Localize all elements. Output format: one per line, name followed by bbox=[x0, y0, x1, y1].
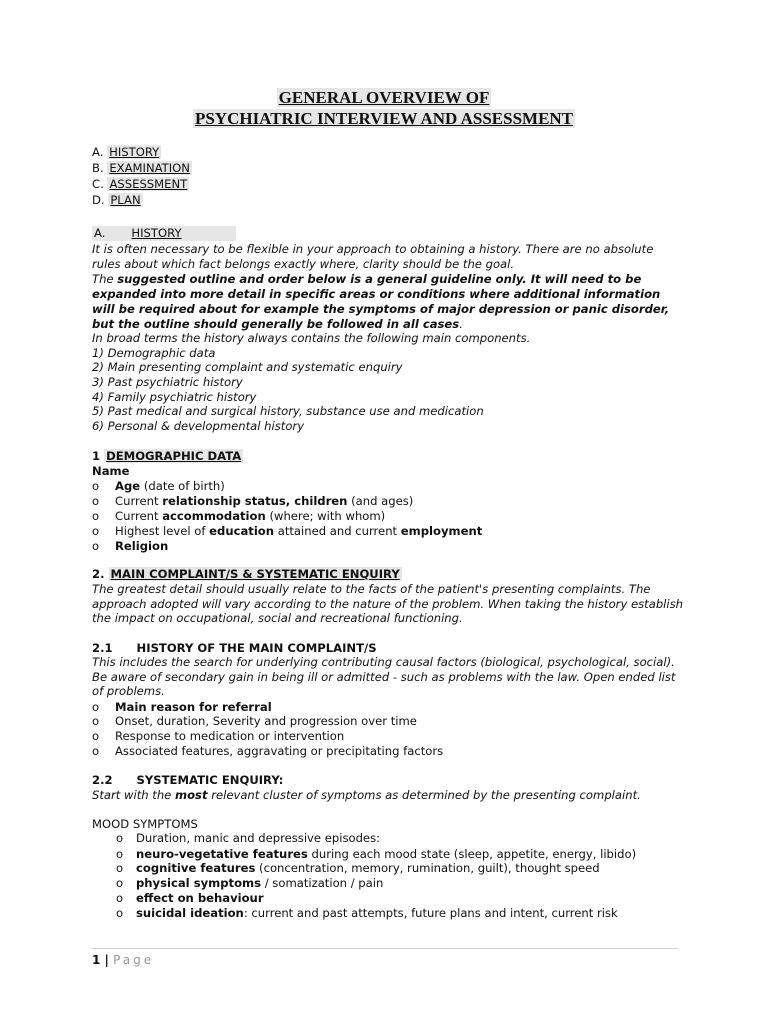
section-heading-history: A. HISTORY bbox=[92, 226, 236, 241]
demographic-item-education: Highest level of education attained and current employment bbox=[115, 524, 483, 538]
toc-item-history: A. HISTORY bbox=[92, 145, 160, 159]
document-title-line-1: GENERAL OVERVIEW OF bbox=[278, 88, 490, 107]
bullet-marker: o bbox=[92, 714, 100, 728]
mood-item-suicidal: suicidal ideation: current and past attempts, future plans and intent, current risk bbox=[136, 906, 618, 920]
footer-divider bbox=[92, 948, 678, 949]
demographic-item-religion: Religion bbox=[115, 539, 169, 553]
toc-item-examination: B. EXAMINATION bbox=[92, 161, 190, 175]
history-main-text-line-2: Be aware of secondary gain in being ill or admitted - such as problems with the law. Open ended list bbox=[92, 670, 676, 684]
history-guideline-line-4: but the outline should generally be followed in all cases. bbox=[92, 317, 463, 331]
history-component-5: 5) Past medical and surgical history, substance use and medication bbox=[92, 404, 484, 418]
bullet-marker: o bbox=[92, 744, 100, 758]
mood-item-neuro-vegetative: neuro-vegetative features during each mood state (sleep, appetite, energy, libido) bbox=[136, 847, 637, 861]
main-complaint-text-line-3: the impact on occupational, social and recreational functioning. bbox=[92, 611, 463, 625]
history-guideline-line-1: The suggested outline and order below is a general guideline only. It will need to be bbox=[92, 272, 642, 286]
history-main-item-onset: Onset, duration, Severity and progression over time bbox=[115, 714, 417, 728]
bullet-marker: o bbox=[92, 479, 100, 493]
history-main-text-line-1: This includes the search for underlying contributing causal factors (biological, psychological, social). bbox=[92, 655, 675, 669]
demographic-item-age: Age (date of birth) bbox=[115, 479, 225, 493]
document-title-line-2: PSYCHIATRIC INTERVIEW AND ASSESSMENT bbox=[194, 109, 574, 128]
bullet-marker: o bbox=[92, 524, 100, 538]
page-label: Page bbox=[113, 953, 155, 967]
main-complaint-text-line-2: approach adopted will vary according to the nature of the problem. When taking the history establish bbox=[92, 597, 684, 611]
bullet-marker: o bbox=[92, 509, 100, 523]
section-heading-demographic: 1 DEMOGRAPHIC DATA bbox=[92, 449, 242, 463]
bullet-marker: o bbox=[116, 876, 124, 890]
history-intro-line-1: It is often necessary to be flexible in your approach to obtaining a history. There are no absolute bbox=[92, 242, 654, 256]
history-component-3: 3) Past psychiatric history bbox=[92, 375, 243, 389]
bullet-marker: o bbox=[92, 539, 100, 553]
bullet-marker: o bbox=[116, 906, 124, 920]
demographic-item-accommodation: Current accommodation (where; with whom) bbox=[115, 509, 386, 523]
bullet-marker: o bbox=[116, 861, 124, 875]
mood-item-behaviour: effect on behaviour bbox=[136, 891, 264, 905]
page-footer: 1 | Page bbox=[92, 953, 155, 967]
history-components-intro: In broad terms the history always contains the following main components. bbox=[92, 331, 531, 345]
toc-item-plan: D. PLAN bbox=[92, 193, 141, 207]
mood-item-duration: Duration, manic and depressive episodes: bbox=[136, 831, 381, 845]
history-component-4: 4) Family psychiatric history bbox=[92, 390, 257, 404]
section-heading-history-main-complaint: 2.1 HISTORY OF THE MAIN COMPLAINT/S bbox=[92, 641, 377, 655]
section-heading-main-complaint: 2. MAIN COMPLAINT/S & SYSTEMATIC ENQUIRY bbox=[92, 567, 400, 581]
mood-item-cognitive: cognitive features (concentration, memory, rumination, guilt), thought speed bbox=[136, 861, 600, 875]
bullet-marker: o bbox=[116, 831, 124, 845]
history-main-item-referral: Main reason for referral bbox=[115, 700, 272, 714]
history-component-1: 1) Demographic data bbox=[92, 346, 216, 360]
history-guideline-line-3: will be required about for example the symptoms of major depression or panic disorder, bbox=[92, 302, 670, 316]
section-heading-systematic-enquiry: 2.2 SYSTEMATIC ENQUIRY: bbox=[92, 773, 284, 787]
history-main-item-response: Response to medication or intervention bbox=[115, 729, 345, 743]
page-number: 1 bbox=[92, 953, 101, 967]
bullet-marker: o bbox=[92, 729, 100, 743]
bullet-marker: o bbox=[92, 700, 100, 714]
history-intro-line-2: rules about which fact belongs exactly where, clarity should be the goal. bbox=[92, 257, 515, 271]
history-guideline-line-2: expanded into more detail in specific areas or conditions where additional information bbox=[92, 287, 661, 301]
history-main-item-associated: Associated features, aggravating or precipitating factors bbox=[115, 744, 444, 758]
mood-item-physical: physical symptoms / somatization / pain bbox=[136, 876, 384, 890]
toc-item-assessment: C. ASSESSMENT bbox=[92, 177, 188, 191]
mood-symptoms-heading: MOOD SYMPTOMS bbox=[92, 817, 198, 831]
bullet-marker: o bbox=[92, 494, 100, 508]
history-component-2: 2) Main presenting complaint and systematic enquiry bbox=[92, 360, 403, 374]
demographic-name-label: Name bbox=[92, 464, 130, 478]
main-complaint-text-line-1: The greatest detail should usually relate to the facts of the patient's presenting complaints. The bbox=[92, 582, 651, 596]
history-component-6: 6) Personal & developmental history bbox=[92, 419, 305, 433]
systematic-intro: Start with the most relevant cluster of symptoms as determined by the presenting complaint. bbox=[92, 788, 641, 802]
bullet-marker: o bbox=[116, 847, 124, 861]
demographic-item-relationship: Current relationship status, children (and ages) bbox=[115, 494, 414, 508]
history-main-text-line-3: of problems. bbox=[92, 684, 165, 698]
bullet-marker: o bbox=[116, 891, 124, 905]
